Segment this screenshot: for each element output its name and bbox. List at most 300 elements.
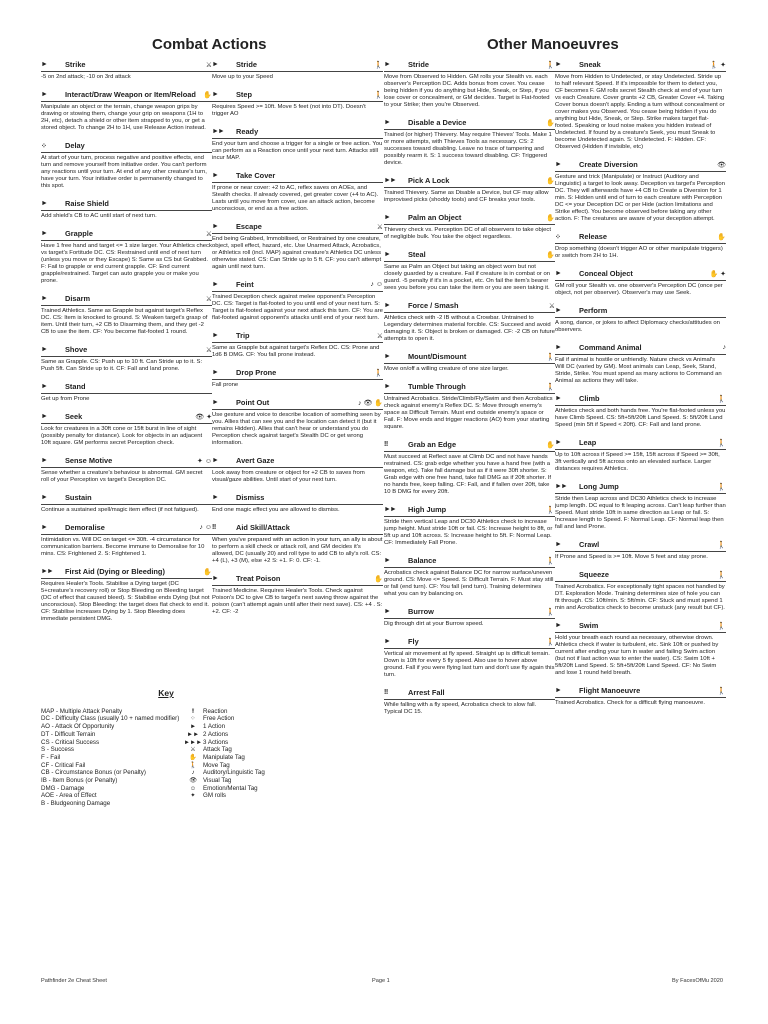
action-header [384, 174, 555, 188]
action-name: Swim [579, 621, 599, 630]
action-description: Trained Medicine. Requires Healer's Tools. Check against Poison's DC to give CB to target's next saving throw against the poison (can't attempt again until after their next save). CS: +4 . S: +2. CF: -2 [212, 588, 383, 615]
other-manoeuvres-title: Other Manoeuvres [487, 36, 619, 53]
action-description: Use gesture and voice to describe location of something seen by you. Allies that can see you and the location can detect it (but it remains Hidden). Allies that can't hear or understand you do Perception check against target's Stealth DC or get wrong information. [212, 412, 381, 446]
action-tag-icons: 🚶 [717, 439, 726, 447]
action-entry [384, 635, 555, 679]
action-name: Fly [408, 637, 419, 646]
key-abbreviation: DC - Difficulty Class (usually 10 + named modifier) [41, 715, 180, 723]
action-cost-icon: ► [212, 457, 218, 464]
action-entry [212, 491, 383, 514]
key-icon-row [183, 739, 363, 747]
action-name: Release [579, 232, 607, 241]
column-4 [555, 58, 726, 714]
action-header [555, 392, 726, 406]
action-entry [41, 491, 212, 514]
action-entry [555, 619, 726, 677]
action-entry [41, 88, 212, 132]
action-cost-icon: ► [41, 383, 47, 390]
key-icon-label: 3 Actions [203, 738, 229, 746]
action-cost-icon: ► [41, 346, 47, 353]
action-entry [384, 174, 555, 204]
action-description: Trained Deception check against melee opponent's Perception DC. CS: Target is flat-footed to you until end of your next turn. S: Target is flat-footed against your next attack this turn. CF: You are flat-footed against opponent's attacks until end of your next turn. [212, 294, 383, 321]
key-icon-label: Auditory/Linguistic Tag [203, 769, 265, 777]
action-entry [555, 158, 726, 223]
action-header [555, 436, 726, 450]
action-header [384, 211, 555, 225]
action-header [384, 686, 555, 700]
action-tag-icons: 🚶 [717, 483, 726, 491]
action-entry [212, 572, 383, 616]
action-description: Untrained Acrobatics. Stride/Climb/Fly/Swim and then Acrobatics check against enemy's Reflex DC. S: Move through enemy's space as Difficult Terrain. Must end outside enemy's space or Fail. F: Move ends and trigger reactions (AO) from your starting square. [384, 396, 553, 430]
key-icon-label: Move Tag [203, 761, 230, 769]
action-tag-icons: ✋ [546, 177, 555, 185]
action-cost-icon: ► [41, 61, 47, 68]
action-name: Delay [65, 141, 85, 150]
action-tag-icons: 🚶 ✦ [709, 61, 726, 69]
action-tag-icons: ✋ [546, 214, 555, 222]
action-name: Aid Skill/Attack [236, 523, 290, 532]
action-header [41, 227, 212, 241]
action-description: While falling with a fly speed, Acrobatics check to slow fall. Typical DC 15. [384, 702, 537, 715]
action-description: Trained Acrobatics. For exceptionally tight spaces not handled by DT. Exploration Mode. Training determines size of hole you can fit through. CS: 10ft/min. S: 5ft/min. CF: Stuck and must spend 1 min and Acrobatics check to become unstuck (any result but CF). [555, 584, 725, 611]
action-entry [41, 292, 212, 336]
action-description: -5 on 2nd attack; -10 on 3rd attack [41, 74, 131, 80]
action-entry [384, 248, 555, 292]
action-entry [384, 380, 555, 431]
action-name: Treat Poison [236, 574, 281, 583]
key-abbreviation: AOE - Area of Effect [41, 792, 97, 800]
action-header [384, 635, 555, 649]
column-3 [384, 58, 555, 723]
action-description: Move from Observed to Hidden. GM rolls your Stealth vs. each observer's Perception DC. Adds bonus from cover. You cease being hidden if you do anything but Hide, Sneak, or Step, if you lose cover or concealment, or GM decides. Target is Flat-footed to your Strike; then you're Observed. [384, 74, 550, 108]
action-entry [555, 58, 726, 151]
action-name: Stride [236, 60, 257, 69]
key-icon-row [183, 731, 363, 739]
key-symbol-icon: ⁘ [190, 715, 196, 723]
action-tag-icons: ✋ [374, 575, 383, 583]
key-icon-label: 1 Action [203, 723, 226, 731]
action-tag-icons: ⚔ [205, 61, 212, 69]
action-header [212, 88, 383, 102]
action-cost-icon: ► [212, 223, 218, 230]
action-tag-icons: 🚶 [546, 638, 555, 646]
key-section [41, 690, 381, 808]
action-name: Conceal Object [579, 269, 633, 278]
action-name: Step [236, 90, 253, 99]
key-icon-row [183, 754, 363, 762]
action-description: Manipulate an object or the terrain, change weapon grips by drawing or stowing them, change your grip on weapons (1H to 2H, etc), detach a shield or other item strapped to you, or get a stored object. To change 2H to 1H, use Release Action instead. [41, 104, 206, 131]
action-entry [212, 88, 383, 118]
action-tag-icons: ⚔ [376, 223, 383, 231]
action-header [212, 329, 383, 343]
action-name: Ready [236, 127, 259, 136]
action-name: Arrest Fall [408, 688, 445, 697]
action-entry [384, 503, 555, 547]
action-description: Same as Grapple but against target's Reflex DC. CS: Prone and 1d6 B DMG. CF: You fall prone instead. [212, 345, 380, 358]
action-header [41, 380, 212, 394]
action-cost-icon: ►► [555, 483, 567, 490]
action-cost-icon: ► [41, 457, 47, 464]
action-header [555, 480, 726, 494]
action-name: Stand [65, 382, 86, 391]
action-header [212, 521, 383, 535]
key-icon-label: Visual Tag [203, 777, 232, 785]
action-cost-icon: ► [384, 557, 390, 564]
action-cost-icon: ►► [212, 128, 224, 135]
action-entry [384, 605, 555, 628]
action-entry [41, 380, 212, 403]
action-name: Squeeze [579, 570, 609, 579]
action-name: Create Diversion [579, 160, 638, 169]
action-header [384, 248, 555, 262]
action-tag-icons: ✋ [717, 233, 726, 241]
action-entry [212, 58, 383, 81]
action-name: Grapple [65, 229, 93, 238]
action-description: Athletics check with -2 IB without a Crowbar. Untrained to Legendary determines material forcible. CS: Succeed and avoid damaging it. S: Object is broken or damaged. CF: -2 CB on future attempts to open it. [384, 315, 555, 342]
action-entry [384, 299, 555, 343]
action-entry [212, 454, 383, 484]
action-tag-icons: 🚶 [717, 622, 726, 630]
action-name: Interact/Draw Weapon or Item/Reload [65, 90, 196, 99]
action-entry [384, 211, 555, 241]
action-name: Escape [236, 222, 262, 231]
action-entry [555, 230, 726, 260]
action-cost-icon: ► [384, 119, 390, 126]
action-description: Move up to your Speed [212, 74, 273, 80]
key-abbreviation: CB - Circumstance Bonus (or Penalty) [41, 769, 146, 777]
action-description: Intimidation vs. Will DC on target <= 30ft. -4 circumstance for communication barriers. Become immune to Demoralise for 10 mins. CS: Frightened 2. S: Frightened 1. [41, 537, 205, 557]
action-tag-icons: ⚔ [205, 230, 212, 238]
action-entry [555, 538, 726, 561]
action-header [555, 58, 726, 72]
action-cost-icon: ► [384, 353, 390, 360]
action-cost-icon: ►► [384, 177, 396, 184]
action-header [41, 197, 212, 211]
action-entry [384, 686, 555, 716]
action-cost-icon: ‼ [212, 524, 216, 531]
action-header [555, 341, 726, 355]
action-description: Hold your breath each round as necessary, otherwise drown. Athletics check if water is turbulent, etc. Sink 10ft or pushed by current after ending your turn in water and failing Swim action (but not if last action was to enter the water). CS: Swim 10ft + 5ft/20ft Land Speed. S: 5ft+5ft/20ft Land Speed. CF: No Swim and lose 1 round held breath. [555, 635, 719, 676]
action-name: Mount/Dismount [408, 352, 467, 361]
action-tag-icons: ✋ [203, 568, 212, 576]
action-header [384, 58, 555, 72]
action-name: Sustain [65, 493, 92, 502]
action-entry [555, 304, 726, 334]
key-abbreviation: IB - Item Bonus (or Penalty) [41, 777, 118, 785]
action-description: A song, dance, or jokes to affect Diplomacy checks/attitudes on observers. [555, 320, 720, 333]
action-tag-icons: ⚔ [205, 295, 212, 303]
key-icon-label: Free Action [203, 715, 235, 723]
action-tag-icons: ♪ ☺ [199, 524, 212, 531]
action-cost-icon: ► [555, 541, 561, 548]
action-name: Take Cover [236, 171, 276, 180]
action-name: Balance [408, 556, 437, 565]
key-symbol-icon: ☺ [189, 784, 197, 792]
action-cost-icon: ► [212, 399, 218, 406]
action-header [212, 125, 383, 139]
key-icon-row [183, 746, 363, 754]
action-header [384, 380, 555, 394]
footer-page-number: Page 1 [372, 978, 390, 984]
action-entry [555, 267, 726, 297]
action-cost-icon: ► [384, 383, 390, 390]
action-tag-icons: 🚶 [717, 395, 726, 403]
action-name: Force / Smash [408, 301, 459, 310]
key-abbreviation: AO - Attack Of Opportunity [41, 723, 115, 731]
action-header [41, 58, 212, 72]
action-entry [41, 227, 212, 285]
key-icon-label: GM rolls [203, 792, 227, 800]
action-description: Same as Palm an Object but taking an object worn but not closely guarded by a creature. Fail if creature is in combat or on guard. -5 penalty if it's in a pocket, etc. On fail the item's bearer sees you before you can take the item or you are seen taking it. [384, 264, 550, 291]
action-description: Acrobatics check against Balance DC for narrow surface/uneven ground. CS: Move <= Speed. S: Difficult Terrain. F: Must stay still or fall (end turn). CF: You fall (end turn). Training determines what you can try balancing on. [384, 570, 554, 597]
action-entry [41, 410, 212, 447]
action-tag-icons: ⚔ [205, 346, 212, 354]
action-cost-icon: ► [555, 307, 561, 314]
action-description: Trained Thievery. Same as Disable a Device, but CF may allow improvised picks (shoddy tools) and CF breaks your tools. [384, 190, 549, 203]
action-name: Dismiss [236, 493, 265, 502]
action-name: Pick A Lock [408, 176, 450, 185]
action-name: Drop Prone [236, 368, 277, 377]
action-name: Perform [579, 306, 608, 315]
action-header [212, 58, 383, 72]
action-tag-icons: 🚶 [546, 608, 555, 616]
key-symbol-icon: ✦ [190, 792, 196, 800]
footer-author: By FacesOfMu 2020 [672, 978, 723, 984]
action-tag-icons: ✋ [203, 91, 212, 99]
key-abbreviation: DMG - Damage [41, 784, 85, 792]
action-description: Sense whether a creature's behaviour is abnormal. GM secret roll of your Perception vs target's Deception DC. [41, 470, 203, 483]
action-entry [555, 341, 726, 385]
action-entry [41, 58, 212, 81]
action-entry [555, 568, 726, 612]
key-icon-label: Emotion/Mental Tag [203, 784, 258, 792]
key-abbreviation: DT - Difficult Terrain [41, 730, 96, 738]
action-description: Same as Grapple. CS: Push up to 10 ft. Can Stride up to it. S: Push 5ft. Can Stride up to it. CF: Fall and land prone. [41, 359, 203, 372]
key-abbreviation: F - Fail [41, 753, 61, 761]
action-tag-icons: 🚶 [717, 571, 726, 579]
action-tag-icons: 🚶 [546, 61, 555, 69]
action-tag-icons: ♪ ☺ [370, 281, 383, 288]
action-name: Flight Manoeuvre [579, 686, 641, 695]
action-cost-icon: ► [555, 395, 561, 402]
action-entry [212, 521, 383, 565]
action-description: If Prone and Speed is >= 10ft. Move 5 feet and stay prone. [555, 554, 708, 560]
action-entry [384, 116, 555, 167]
action-description: Look for creatures in a 30ft cone or 15ft burst in line of sight (possibly penalty for distance). Look for objects in an adjacent 10ft square. GM performs secret Perception check. [41, 426, 203, 446]
key-symbol-icon: ►► [186, 730, 200, 738]
action-tag-icons: 🚶 [717, 541, 726, 549]
action-description: Requires Speed >= 10ft. Move 5 feet (not into DT). Doesn't trigger AO [212, 104, 366, 117]
action-header [41, 521, 212, 535]
action-description: Move from Hidden to Undetected, or stay Undetected. Stride up to half relevant Speed. If it's impossible for them to detect you, CF becomes F. GM rolls secret Stealth check at end of your turn vs each Creature. Cover grants +2 CB, Greater Cover +4. Taking Cover bonus doesn't apply. Ending a turn without concealment or cover makes you Observed. You cease being hidden if you do anything but Hide, Sneak, or Step. Strike makes target flat-footed. Speaking or loud noise makes you hidden instead of Undetected. If found by a creature's Seek, you must Sneak to become Undetected again. S: Undetected. F: Hidden. CF: Observed (Hidden if invisible, etc) [555, 74, 725, 150]
key-symbol-icon: ♪ [191, 769, 195, 777]
action-tag-icons: 🚶 [374, 369, 383, 377]
action-header [384, 299, 555, 313]
action-name: Palm an Object [408, 213, 462, 222]
key-icon-row [183, 769, 363, 777]
action-cost-icon: ► [555, 439, 561, 446]
action-cost-icon: ► [384, 61, 390, 68]
action-description: Vertical air movement at fly speed. Straight up is difficult terrain. Down is 10ft for every 5 fly speed. Also use to hover above ground. Fall if you were flying last turn and don't use fly again this turn. [384, 651, 555, 678]
action-header [384, 605, 555, 619]
key-symbol-icon: ‼ [191, 707, 195, 715]
action-description: Stride then vertical Leap and DC30 Athletics check to increase jump height. Must stride 10ft or fail. CS: Increase height to 8ft, or 5ft up and 10ft across. S: Increase height to 5ft. F: Normal Leap. CF: Immediately Fall Prone. [384, 519, 553, 546]
action-name: Demoralise [65, 523, 105, 532]
action-header [212, 454, 383, 468]
action-name: Tumble Through [408, 382, 466, 391]
action-tag-icons: 👁 ✦ [195, 413, 212, 421]
action-cost-icon: ►► [384, 506, 396, 513]
action-header [555, 267, 726, 281]
key-symbol-icon: 👁 [189, 777, 197, 785]
action-name: Grab an Edge [408, 440, 457, 449]
key-icon-row [183, 792, 363, 800]
action-name: Steal [408, 250, 426, 259]
key-icon-label: 2 Actions [203, 730, 229, 738]
action-entry [212, 278, 383, 322]
action-name: Crawl [579, 540, 600, 549]
action-cost-icon: ► [212, 281, 218, 288]
action-description: Dig through dirt at your Burrow speed. [384, 621, 484, 627]
action-name: Climb [579, 394, 600, 403]
action-tag-icons: 🚶 [546, 353, 555, 361]
action-header [212, 491, 383, 505]
action-name: Raise Shield [65, 199, 109, 208]
action-description: Stride then Leap across and DC30 Athletics check to increase jump length. DC equal to ft leaping across. Can't leap further than Speed. Must stride 10ft in same direction as Leap or fail. S: Increase length to Speed. F: Normal Leap. CF: Normal leap then fall and land Prone. [555, 496, 726, 530]
action-tag-icons: ✋ [546, 251, 555, 259]
action-tag-icons: 🚶 [546, 557, 555, 565]
action-tag-icons: ⚔ [548, 302, 555, 310]
action-cost-icon: ►► [41, 568, 53, 575]
action-description: At start of your turn, process negative and positive effects, end turn and remove yourself from initiative order. You can't perform any reactions until your turn. At end of any other creature's turn, have your turn. Your initiative order is permanently changed to this spot. [41, 155, 207, 189]
action-cost-icon: ► [212, 172, 218, 179]
action-name: Avert Gaze [236, 456, 275, 465]
action-cost-icon: ► [41, 494, 47, 501]
action-description: When you've prepared with an action in your turn, an ally is about to perform a skill check or attack roll, and GM decides it's allowed, DC (usually 20) and roll type to add CB to ally's roll. CS: +4 (L), +3 (M), else +2 S: +1. F: 0. CF: -1. [212, 537, 383, 564]
key-icon-label: Manipulate Tag [203, 753, 245, 761]
action-description: End being Grabbed, Immobilised, or Restrained by one creature, object, spell effect, hazard, etc. Use Unarmed Attack, Acrobatics, or Athletics roll (incl. MAP) against creature's Athletics DC unless otherwise stated. CS: Can Stride up to 5 ft. CF: you can't attempt again until next turn. [212, 236, 382, 270]
action-description: Drop something (doesn't trigger AO or other manipulate triggers) or switch from 2H to 1H. [555, 246, 723, 259]
action-entry [555, 684, 726, 707]
action-entry [212, 220, 383, 271]
action-header [384, 350, 555, 364]
action-entry [212, 169, 383, 213]
action-tag-icons: ✋ [546, 119, 555, 127]
action-entry [212, 366, 383, 389]
action-name: Strike [65, 60, 86, 69]
key-abbreviation: B - Bludgeoning Damage [41, 800, 111, 808]
action-description: Requires Healer's Tools. Stabilise a Dying target (DC 5+creature's recovery roll) or Stop Bleeding on Bleeding target (DC of effect that caused bleed). S: Stabilise ends Dying (but not unconscious). Stop Bleeding: the target does flat check to end it. CF: Stabilise increases Dying by 1. Stop Bleeding does immediate persistent DMG. [41, 581, 210, 622]
action-name: Command Animal [579, 343, 642, 352]
action-header [384, 554, 555, 568]
action-description: Get up from Prone [41, 396, 90, 402]
column-1 [41, 58, 212, 630]
action-header [555, 684, 726, 698]
action-entry [41, 197, 212, 220]
action-name: Seek [65, 412, 83, 421]
action-cost-icon: ► [384, 638, 390, 645]
action-description: Trained (or higher) Thievery. May require Thieves' Tools. Make 1 or more attempts, with Thieves Tools as necessary. CS: 2 successes toward disabling. Leave no trace of tampering and possibly rearm it. S: 1 success toward disabling. CF: Triggered device. [384, 132, 552, 166]
action-name: Leap [579, 438, 597, 447]
key-icon-label: Attack Tag [203, 746, 232, 754]
action-header [41, 454, 212, 468]
action-description: Trained Athletics. Same as Grapple but against target's Reflex DC. CS: Item is knocked to ground. S: Weaken target's grasp of item. Until their turn, +2 CB to Disarming them, and they get -2 CB to use the item. CF: You become flat-footed 1 round. [41, 308, 208, 335]
column-2 [212, 58, 383, 623]
key-symbol-icon: ⚔ [190, 746, 196, 754]
action-cost-icon: ► [41, 295, 47, 302]
action-entry [212, 396, 383, 447]
action-cost-icon: ► [555, 687, 561, 694]
action-cost-icon: ► [384, 251, 390, 258]
action-tag-icons: ✋ ✦ [709, 270, 726, 278]
action-header [384, 503, 555, 517]
key-icon-row [183, 715, 363, 723]
action-cost-icon: ‼ [384, 689, 388, 696]
action-header [555, 538, 726, 552]
action-description: If prone or near cover: +2 to AC, reflex saves on AOEs, and Stealth checks. If already covered, get greater cover (+4 to AC). Lasts until you move from cover, use an attack action, become unconscious, or end as a free action. [212, 185, 379, 212]
action-name: Sneak [579, 60, 601, 69]
action-cost-icon: ► [212, 575, 218, 582]
action-cost-icon: ► [555, 344, 561, 351]
action-entry [41, 521, 212, 558]
action-cost-icon: ► [555, 622, 561, 629]
action-name: Long Jump [579, 482, 619, 491]
action-entry [41, 139, 212, 190]
action-header [212, 169, 383, 183]
action-description: End one magic effect you are allowed to dismiss. [212, 507, 340, 513]
key-symbol-icon: ✋ [189, 753, 197, 761]
action-cost-icon: ► [41, 230, 47, 237]
action-header [41, 565, 212, 579]
action-description: Must succeed at Reflect save at Climb DC and not have hands restrained. CS: grab edge whether you have a hand free (with a weapon, etc). Take fall damage but as if it were 30ft shorter. S: Grab edge with one free hand, take fall DMG as if 20ft shorter. If no hands free, keep falling. CF: Fall, and if fallen over 20ft, take 10 B DMG for every 20ft. [384, 454, 551, 495]
action-name: Disable a Device [408, 118, 467, 127]
action-entry [384, 350, 555, 373]
key-abbreviations [41, 708, 183, 808]
action-name: Sense Motive [65, 456, 113, 465]
action-header [555, 619, 726, 633]
action-cost-icon: ► [212, 369, 218, 376]
action-header [41, 88, 212, 102]
action-header [212, 366, 383, 380]
key-symbol-icon: 🚶 [189, 761, 197, 769]
action-cost-icon: ⁘ [555, 233, 560, 241]
action-name: First Aid (Dying or Bleeding) [65, 567, 165, 576]
action-cost-icon: ► [384, 608, 390, 615]
key-abbreviation: CF - Critical Fail [41, 761, 86, 769]
action-description: Thievery check vs. Perception DC of all observers to take object of negligible bulk. You take the object regardless. [384, 227, 551, 240]
action-cost-icon: ► [41, 91, 47, 98]
action-description: Gesture and trick (Manipulate) or Instruct (Auditory and Linguistic) a target to look away. Deception vs target's Perception DC. They will afterwards have +4 CB to Create a Diversion for 1 min. S: Hidden until end of turn to each creature with Perception DC <= your Deception DC or per Hide (action limitations and Strike effect). You become observed before taking any other action. F: The creatures are aware of your deception attempt. [555, 174, 725, 222]
action-entry [41, 454, 212, 484]
key-abbreviation: MAP - Multiple Attack Penalty [41, 707, 123, 715]
action-cost-icon: ► [384, 302, 390, 309]
action-description: Up to 10ft across if Speed >= 15ft, 15ft across if Speed >= 30ft, 3ft vertically and 5ft across onto an elevated surface. Larger distances requires Athletics. [555, 452, 720, 472]
action-tag-icons: ✋ [546, 441, 555, 449]
action-tag-icons: 🚶 [546, 506, 555, 514]
action-entry [212, 329, 383, 359]
action-tag-icons: 🚶 [374, 91, 383, 99]
action-tag-icons: 🚶 [546, 383, 555, 391]
key-icon-row [183, 708, 363, 716]
action-description: Fail if animal is hostile or unfriendly. Nature check vs Animal's Will DC (varied by GM). Most animals can Leap, Seek, Stand, Stride, Strike. You must spend as many actions to Command an Animal as actions they will take. [555, 357, 722, 384]
action-name: Stride [408, 60, 429, 69]
key-abbreviation: S - Success [41, 746, 75, 754]
action-entry [555, 480, 726, 531]
key-icon-row [183, 785, 363, 793]
action-header [555, 304, 726, 318]
key-abbreviation: CS - Critical Success [41, 738, 100, 746]
action-description: Look away from creature or object for +2 CB to saves from visual/gaze abilities. Until start of your next turn. [212, 470, 365, 483]
